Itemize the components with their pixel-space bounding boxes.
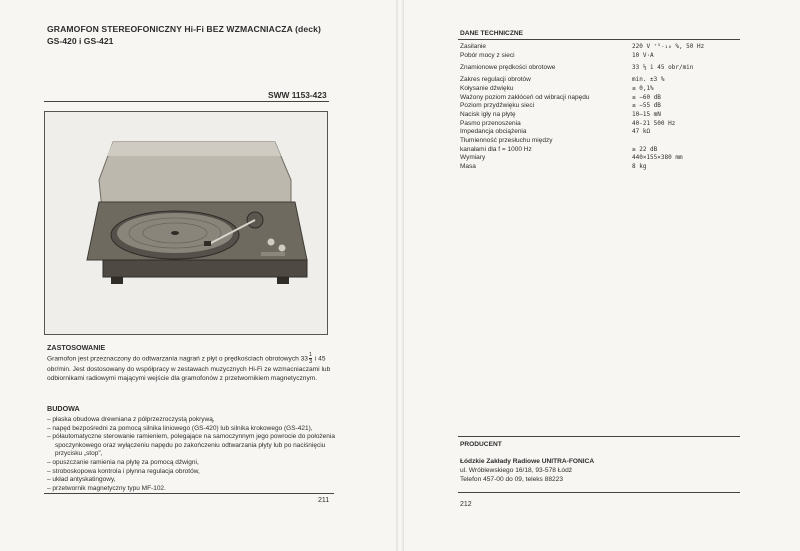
- spec-value: 33 ⅓ i 45 obr/min: [632, 63, 694, 71]
- spec-row: [460, 76, 735, 85]
- catalog-code: SWW 1153-423: [268, 90, 327, 100]
- list-item: – półautomatyczne sterowanie ramieniem, polegające na samoczynnym jego powrocie do położenia spoczynkowego oraz wyłączeniu napędu po zakończeniu odtwarzania płyty lub po naciśnięciu przycisku „stop",: [47, 433, 335, 458]
- spec-label: Impedancja obciążenia: [460, 128, 527, 136]
- spec-row: [460, 154, 735, 163]
- producer-heading: PRODUCENT: [460, 441, 502, 448]
- turntable-illustration: [45, 112, 327, 334]
- spec-label: Wymiary: [460, 154, 486, 162]
- page-title: GRAMOFON STEREOFONICZNY Hi-Fi BEZ WZMACNIACZA (deck): [47, 24, 321, 34]
- spec-label: Masa: [460, 163, 476, 171]
- producer-name: Łódzkie Zakłady Radiowe UNITRA-FONICA: [460, 458, 595, 465]
- spec-label: Pasmo przenoszenia: [460, 119, 521, 127]
- spec-label: kanałami dla f = 1000 Hz: [460, 145, 532, 153]
- spec-value: [632, 137, 735, 146]
- one-third-fraction: [309, 352, 312, 365]
- spec-row: [460, 64, 735, 73]
- spec-row: [460, 102, 735, 111]
- spec-value: 10 V·A: [632, 51, 654, 59]
- spec-rule: [458, 39, 740, 40]
- producer-address: ul. Wróblewskiego 16/18, 93-578 Łódź: [460, 467, 573, 474]
- spec-label: Poziom przydźwięku sieci: [460, 102, 535, 110]
- footer-rule-right: [458, 492, 740, 493]
- spec-label: Tłumienność przesłuchu między: [460, 137, 553, 145]
- spec-row: [460, 94, 735, 103]
- list-item: – stroboskopowa kontrola i płynna regulacja obrotów,: [47, 467, 200, 475]
- spec-value: ≤ −60 dB: [632, 93, 661, 101]
- spec-value: 47 kΩ: [632, 128, 651, 136]
- turntable-photo: [44, 111, 328, 335]
- spec-value: 10–15 mN: [632, 110, 661, 118]
- model-numbers: GS-420 i GS-421: [47, 36, 114, 46]
- list-item: – układ antyskatingowy,: [47, 476, 116, 484]
- spec-row: [460, 43, 735, 52]
- spec-heading: DANE TECHNICZNE: [460, 30, 524, 37]
- spec-row: [460, 128, 735, 137]
- page-number-left: 211: [318, 497, 330, 504]
- spec-row: [460, 146, 735, 155]
- build-list: [47, 416, 339, 493]
- spec-label: Znamionowe prędkości obrotowe: [460, 63, 556, 71]
- list-item: – przetwornik magnetyczny typu MF-102.: [47, 484, 166, 492]
- footer-rule: [44, 493, 334, 494]
- producer-rule: [458, 436, 740, 437]
- spec-row: [460, 120, 735, 129]
- producer-block: [460, 457, 594, 484]
- list-item: – opuszczanie ramienia na płytę za pomocą dźwigni,: [47, 458, 199, 466]
- code-rule: [44, 101, 329, 102]
- spec-row: [460, 52, 735, 61]
- fraction-denominator: 3: [308, 359, 313, 365]
- usage-text-part1: Gramofon jest przeznaczony do odtwarzania nagrań z płyt o prędkościach obrotowych 33: [47, 355, 308, 363]
- spec-table: [460, 43, 735, 172]
- spec-value: min. ±3 %: [632, 76, 665, 84]
- book-gutter: [396, 0, 404, 551]
- spec-value: 440×155×380 mm: [632, 154, 683, 162]
- list-item: – płaska obudowa drewniana z półprzezroczystą pokrywą,: [47, 416, 215, 423]
- usage-heading: ZASTOSOWANIE: [47, 343, 106, 352]
- producer-phone: Telefon 457-00 do 09, teleks 88223: [460, 476, 564, 483]
- spec-row: [460, 163, 735, 172]
- spec-label: Nacisk igły na płytę: [460, 110, 516, 118]
- spec-value: 220 V ⁺⁵₋₁₀ %, 50 Hz: [632, 43, 705, 50]
- list-item: – napęd bezpośredni za pomocą silnika liniowego (GS-420) lub silnika krokowego (GS-421),: [47, 424, 313, 432]
- spec-label: Zakres regulacji obrotów: [460, 76, 531, 84]
- spec-value: 40-21 500 Hz: [632, 119, 676, 127]
- spec-row: [460, 111, 735, 120]
- spec-row: [460, 85, 735, 94]
- spec-label: Pobór mocy z sieci: [460, 51, 515, 59]
- spec-label: Kołysanie dźwięku: [460, 84, 514, 92]
- usage-text-part2: i 45 obr/min. Jest dostosowany do współpracy w zestawach muzycznych Hi-Fi ze wzmacniaczami lub odbiornikami radiowymi mającymi wejście dla gramofonów z przetwornikiem magnetycznym.: [47, 355, 331, 383]
- spec-value: ≤ −55 dB: [632, 102, 661, 110]
- spec-row: [460, 137, 735, 146]
- page-number-right: 212: [460, 501, 472, 508]
- spec-value: ≥ 22 dB: [632, 145, 658, 153]
- fraction-numerator: 1: [308, 352, 313, 358]
- spec-label: Zasilanie: [460, 43, 487, 50]
- spec-value: 8 kg: [632, 163, 647, 171]
- spec-label: Ważony poziom zakłóceń od wibracji napędu: [460, 93, 590, 101]
- build-heading: BUDOWA: [47, 404, 80, 413]
- spec-value: ≤ 0,1%: [632, 84, 654, 92]
- usage-paragraph: [47, 352, 337, 384]
